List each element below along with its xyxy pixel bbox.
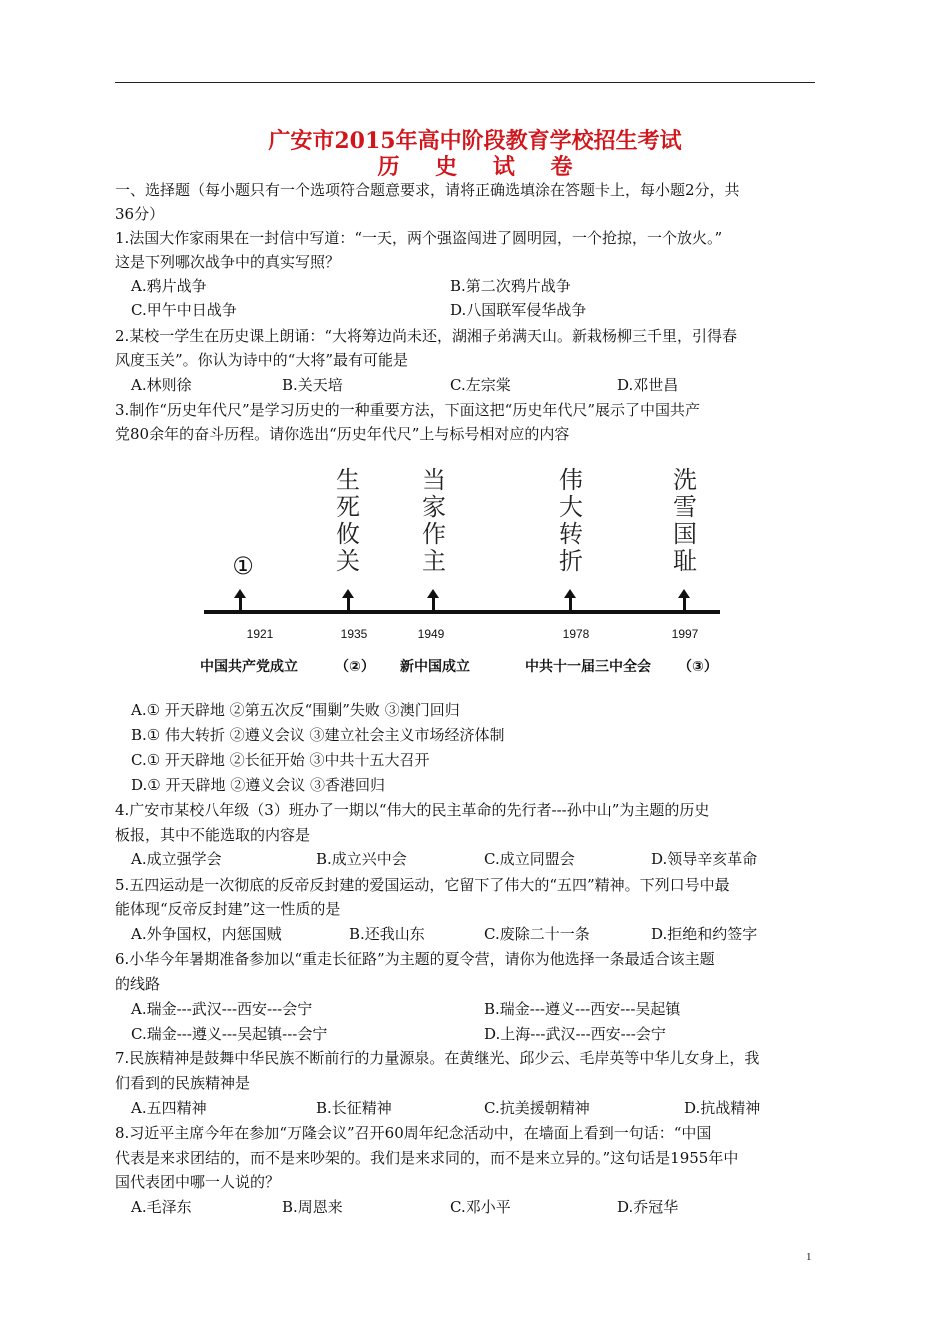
q4-option-c: C.成立同盟会 — [484, 850, 575, 868]
timeline-label-1949: 当家作主 — [422, 466, 446, 575]
q7-stem-line-1: 7.民族精神是鼓舞中华民族不断前行的力量源泉。在黄继光、邱少云、毛岸英等中华儿女身上，我 — [115, 1049, 760, 1067]
q5-stem-line-1: 5.五四运动是一次彻底的反帝反封建的爱国运动，它留下了伟大的“五四”精神。下列口号中最 — [115, 876, 730, 894]
timeline-year: 1949 — [417, 627, 445, 641]
timeline-year: 1935 — [340, 627, 368, 641]
q1-option-b: B.第二次鸦片战争 — [450, 277, 571, 295]
q1-option-c: C.甲午中日战争 — [131, 301, 237, 319]
q8-stem-line-3: 国代表团中哪一人说的？ — [115, 1173, 281, 1191]
timeline-label-1978: 伟大转折 — [559, 466, 583, 575]
timeline-caption: 中共十一届三中全会 — [525, 659, 651, 675]
q1-stem-line-2: 这是下列哪次战争中的真实写照？ — [115, 253, 341, 271]
timeline-figure — [190, 455, 750, 690]
q2-stem-line-1: 2.某校一学生在历史课上朗诵：“大将筹边尚未还，湖湘子弟满天山。新栽杨柳三千里，引得春 — [115, 327, 737, 345]
q5-option-a: A.外争国权，内惩国贼 — [131, 925, 282, 943]
q4-stem-line-1: 4.广安市某校八年级（3）班办了一期以“伟大的民主革命的先行者---孙中山”为主题的历史 — [115, 801, 710, 819]
timeline-caption: （②） — [335, 659, 375, 675]
q5-option-d: D.拒绝和约签字 — [651, 925, 758, 943]
timeline-axis — [204, 610, 720, 614]
q5-option-c: C.废除二十一条 — [484, 925, 590, 943]
q4-option-d: D.领导辛亥革命 — [651, 850, 758, 868]
q2-option-d: D.邓世昌 — [617, 376, 679, 394]
q8-option-d: D.乔冠华 — [617, 1198, 679, 1216]
q3-stem-line-2: 党80余年的奋斗历程。请你选出“历史年代尺”上与标号相对应的内容 — [115, 425, 570, 443]
q2-option-c: C.左宗棠 — [450, 376, 511, 394]
timeline-circled-1: ① — [232, 552, 254, 580]
section-intro-line-2: 36分） — [115, 205, 165, 223]
q6-option-b: B.瑞金---遵义---西安---吴起镇 — [484, 1000, 681, 1018]
timeline-caption: （③） — [678, 659, 718, 675]
q4-option-b: B.成立兴中会 — [316, 850, 407, 868]
q3-option-c: C.① 开天辟地 ②长征开始 ③中共十五大召开 — [131, 751, 430, 769]
q4-stem-line-2: 板报，其中不能选取的内容是 — [115, 826, 311, 844]
q2-option-a: A.林则徐 — [131, 376, 192, 394]
q3-stem-line-1: 3.制作“历史年代尺”是学习历史的一种重要方法，下面这把“历史年代尺”展示了中国共产 — [115, 401, 700, 419]
q6-option-d: D.上海---武汉---西安---会宁 — [484, 1025, 666, 1043]
q8-stem-line-2: 代表是来求团结的，而不是来吵架的。我们是来求同的，而不是来立异的。”这句话是1955年中 — [115, 1149, 739, 1167]
q8-option-c: C.邓小平 — [450, 1198, 511, 1216]
q6-stem-line-1: 6.小华今年暑期准备参加以“重走长征路”为主题的夏令营，请你为他选择一条最适合该主题 — [115, 950, 715, 968]
q2-option-b: B.关天培 — [282, 376, 343, 394]
q3-option-a: A.① 开天辟地 ②第五次反“围剿”失败 ③澳门回归 — [131, 701, 460, 719]
q7-option-a: A.五四精神 — [131, 1099, 207, 1117]
q6-option-c: C.瑞金---遵义---吴起镇---会宁 — [131, 1025, 328, 1043]
q8-option-b: B.周恩来 — [282, 1198, 343, 1216]
timeline-year: 1921 — [246, 627, 274, 641]
q6-stem-line-2: 的线路 — [115, 975, 161, 993]
q7-option-d: D.抗战精神 — [684, 1099, 761, 1117]
q3-option-d: D.① 开天辟地 ②遵义会议 ③香港回归 — [131, 776, 386, 794]
timeline-year: 1978 — [562, 627, 590, 641]
q1-stem-line-1: 1.法国大作家雨果在一封信中写道：“一天，两个强盗闯进了圆明园，一个抢掠，一个放火。” — [115, 229, 723, 247]
timeline-label-1997: 洗雪国耻 — [673, 466, 697, 575]
header-rule — [115, 82, 815, 83]
q1-option-a: A.鸦片战争 — [131, 277, 207, 295]
q5-option-b: B.还我山东 — [349, 925, 425, 943]
q3-option-b: B.① 伟大转折 ②遵义会议 ③建立社会主义市场经济体制 — [131, 726, 505, 744]
q7-option-b: B.长征精神 — [316, 1099, 392, 1117]
section-intro-line-1: 一、选择题（每小题只有一个选项符合题意要求，请将正确选填涂在答题卡上，每小题2分，共 — [115, 181, 740, 199]
q2-stem-line-2: 风度玉关”。你认为诗中的“大将”最有可能是 — [115, 351, 409, 369]
timeline-caption: 新中国成立 — [400, 659, 470, 675]
page-number: 1 — [806, 1251, 812, 1263]
exam-title: 广安市2015年高中阶段教育学校招生考试 — [268, 128, 682, 154]
q5-stem-line-2: 能体现“反帝反封建”这一性质的是 — [115, 900, 341, 918]
timeline-year: 1997 — [671, 627, 699, 641]
q4-option-a: A.成立强学会 — [131, 850, 222, 868]
q8-stem-line-1: 8.习近平主席今年在参加“万隆会议”召开60周年纪念活动中，在墙面上看到一句话：“中国 — [115, 1124, 712, 1142]
q7-stem-line-2: 们看到的民族精神是 — [115, 1074, 251, 1092]
q6-option-a: A.瑞金---武汉---西安---会宁 — [131, 1000, 313, 1018]
timeline-label-1935: 生死攸关 — [336, 466, 360, 575]
exam-subtitle: 历 史 试 卷 — [377, 154, 587, 180]
q7-option-c: C.抗美援朝精神 — [484, 1099, 590, 1117]
q8-option-a: A.毛泽东 — [131, 1198, 192, 1216]
q1-option-d: D.八国联军侵华战争 — [450, 301, 587, 319]
timeline-caption: 中国共产党成立 — [200, 659, 298, 675]
